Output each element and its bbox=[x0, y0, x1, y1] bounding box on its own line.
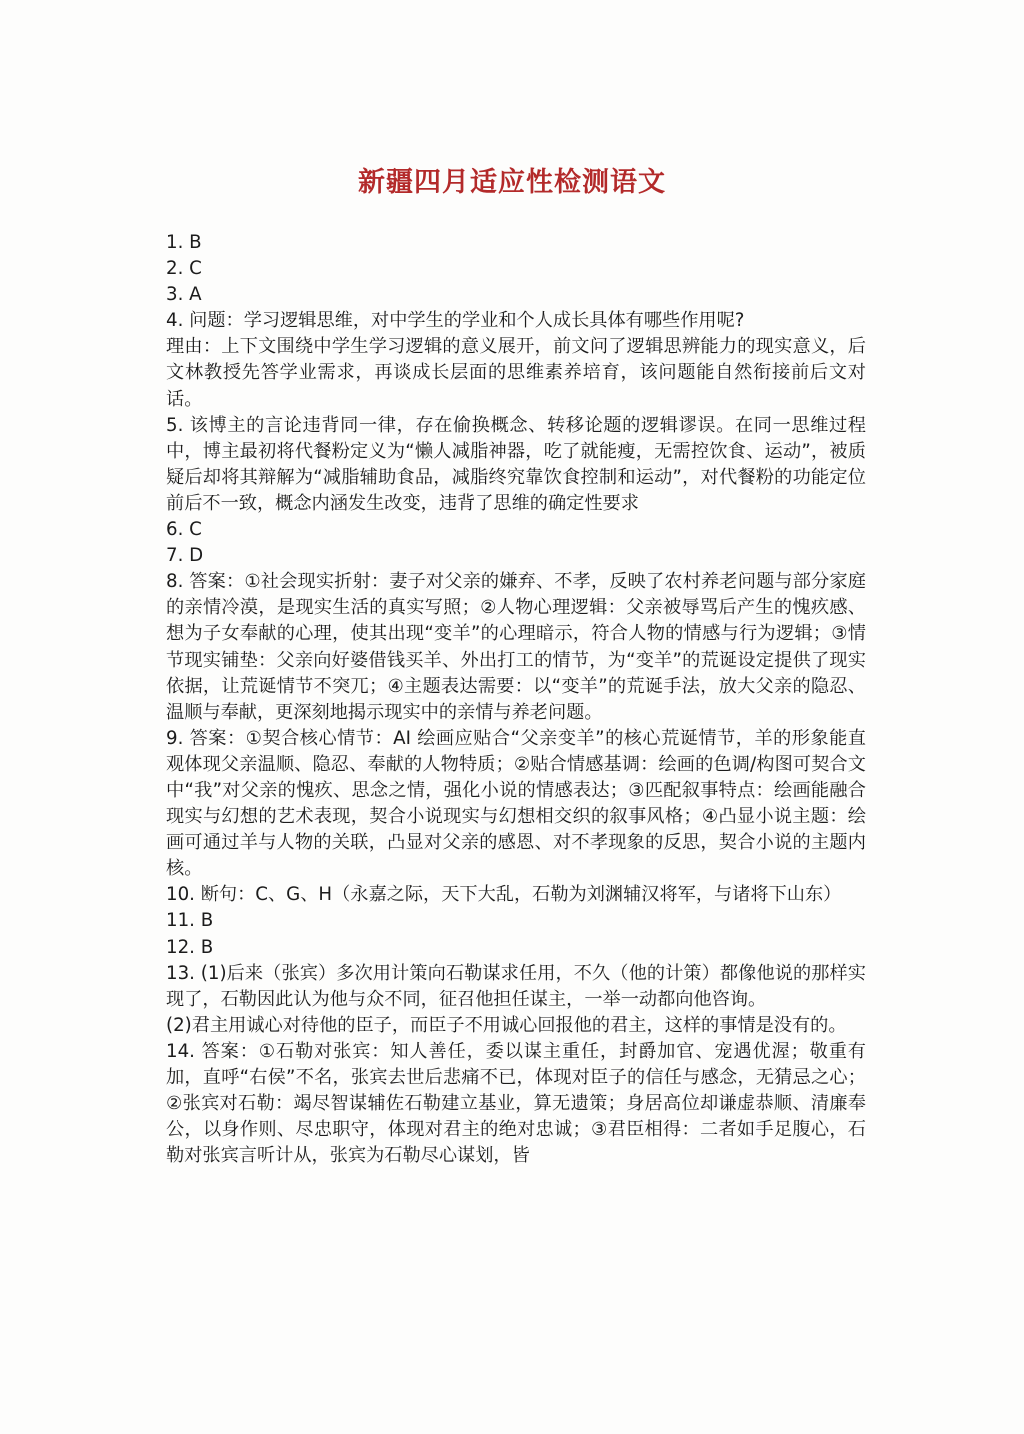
answer-13-part-2: (2)君主用诚心对待他的臣子，而臣子不用诚心回报他的君主，这样的事情是没有的。 bbox=[166, 1014, 847, 1036]
answer-13-part-1: 13. (1)后来（张宾）多次用计策向石勒谋求任用，不久（他的计策）都像他说的那样实现了，石勒因此认为他与众不同，征召他担任谋主，一举一动都向他咨询。 bbox=[166, 962, 866, 1010]
answer-9: 9. 答案：①契合核心情节：AI 绘画应贴合“父亲变羊”的核心荒诞情节，羊的形象能直观体现父亲温顺、隐忍、奉献的人物特质；②贴合情感基调：绘画的色调/构图可契合文中“我”对父亲的愧疚、思念之情，强化小说的情感表达；③匹配叙事特点：绘画能融合现实与幻想的艺术表现，契合小说现实与幻想相交织的叙事风格；④凸显小说主题：绘画可通过羊与人物的关联，凸显对父亲的感恩、对不孝现象的反思，契合小说的主题内核。 bbox=[166, 727, 866, 880]
answer-5: 5. 该博主的言论违背同一律，存在偷换概念、转移论题的逻辑谬误。在同一思维过程中，博主最初将代餐粉定义为“懒人减脂神器，吃了就能瘦，无需控饮食、运动”，被质疑后却将其辩解为“减脂辅助食品，减脂终究靠饮食控制和运动”，对代餐粉的功能定位前后不一致，概念内涵发生改变，违背了思维的确定性要求 bbox=[166, 414, 866, 514]
answer-10: 10. 断句：C、G、H（永嘉之际，天下大乱，石勒为刘渊辅汉将军，与诸将下山东） bbox=[166, 884, 842, 906]
answer-3: 3. A bbox=[166, 284, 202, 306]
answer-14: 14. 答案：①石勒对张宾：知人善任，委以谋主重任，封爵加官、宠遇优渥；敬重有加，直呼“右侯”不名，张宾去世后悲痛不已，体现对臣子的信任与感念，无猜忌之心；②张宾对石勒：竭尽智谋辅佐石勒建立基业，算无遗策；身居高位却谦虚恭顺、清廉奉公，以身作则、尽忠职守，体现对君主的绝对忠诚；③君臣相得：二者如手足腹心，石勒对张宾言听计从，张宾为石勒尽心谋划，皆 bbox=[166, 1040, 866, 1167]
answer-4-reason: 理由：上下文围绕中学生学习逻辑的意义展开，前文问了逻辑思辨能力的现实意义，后文林教授先答学业需求，再谈成长层面的思维素养培育，该问题能自然衔接前后文对话。 bbox=[166, 336, 866, 410]
answer-7: 7. D bbox=[166, 545, 204, 567]
answer-list bbox=[166, 230, 866, 1169]
answer-6: 6. C bbox=[166, 519, 202, 541]
answer-4-question: 4. 问题：学习逻辑思维，对中学生的学业和个人成长具体有哪些作用呢? bbox=[166, 310, 745, 332]
answer-2: 2. C bbox=[166, 258, 202, 280]
answer-8: 8. 答案：①社会现实折射：妻子对父亲的嫌弃、不孝，反映了农村养老问题与部分家庭的亲情冷漠，是现实生活的真实写照；②人物心理逻辑：父亲被辱骂后产生的愧疚感、想为子女奉献的心理，使其出现“变羊”的心理暗示，符合人物的情感与行为逻辑；③情节现实铺垫：父亲向好婆借钱买羊、外出打工的情节，为“变羊”的荒诞设定提供了现实依据，让荒诞情节不突兀；④主题表达需要：以“变羊”的荒诞手法，放大父亲的隐忍、温顺与奉献，更深刻地揭示现实中的亲情与养老问题。 bbox=[166, 571, 866, 723]
answer-12: 12. B bbox=[166, 936, 214, 958]
page-title: 新疆四月适应性检测语文 bbox=[358, 167, 666, 198]
answer-11: 11. B bbox=[166, 910, 214, 932]
answer-1: 1. B bbox=[166, 232, 202, 253]
